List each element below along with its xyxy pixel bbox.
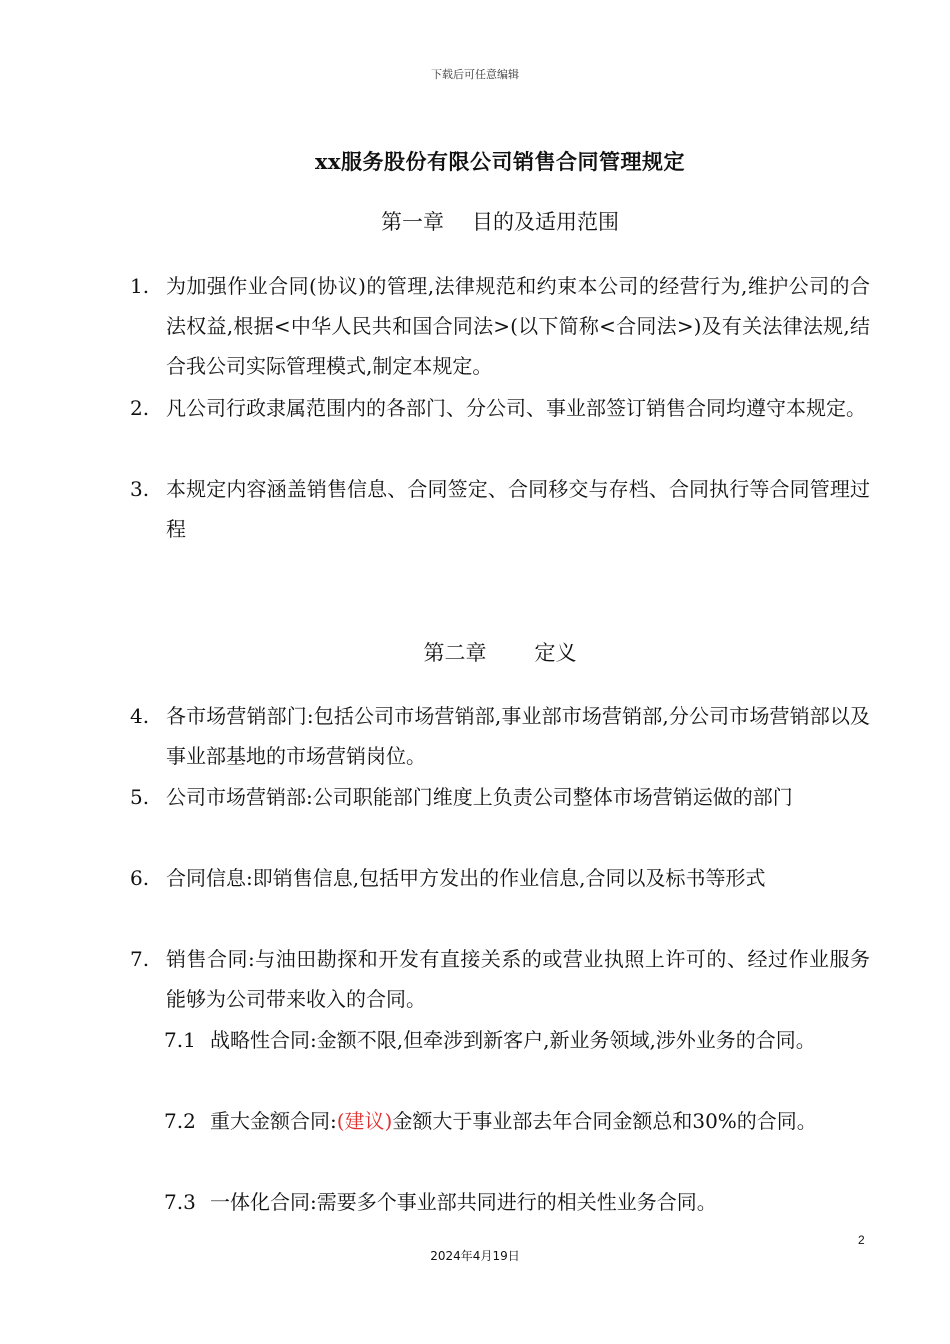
- document-title: xx服务股份有限公司销售合同管理规定: [314, 149, 686, 174]
- list-item-4: [130, 696, 870, 776]
- suggestion-mark: (建议): [336, 1109, 393, 1133]
- chapter-1-heading: [0, 206, 950, 236]
- list-item-2: [130, 388, 870, 428]
- list-item-number: 4.: [130, 704, 150, 728]
- chapter-2-name: 定义: [534, 641, 577, 665]
- list-item-number: 6.: [130, 866, 150, 890]
- list-item-number: 1.: [130, 274, 150, 298]
- list-item-text: 为加强作业合同(协议)的管理,法律规范和约束本公司的经营行为,维护公司的合法权益,根据<中华人民共和国合同法>(以下简称<合同法>)及有关法律法规,结合我公司实际管理模式,制定本规定。: [166, 274, 870, 378]
- sub-item-text: 战略性合同:金额不限,但牵涉到新客户,新业务领域,涉外业务的合同。: [210, 1028, 816, 1052]
- sub-item-7-3: [164, 1182, 870, 1222]
- sub-item-number: 7.1: [164, 1028, 196, 1052]
- sub-item-text: [210, 1101, 870, 1141]
- list-item-3: [130, 469, 870, 549]
- list-item-number: 3.: [130, 477, 150, 501]
- list-item-6: [130, 858, 870, 898]
- list-item-number: 5.: [130, 785, 150, 809]
- list-item-text: 合同信息:即销售信息,包括甲方发出的作业信息,合同以及标书等形式: [166, 866, 766, 890]
- sub-item-text-suffix: 金额大于事业部去年合同金额总和30%的合同。: [392, 1109, 817, 1133]
- sub-item-text-prefix: 重大金额合同:: [210, 1109, 337, 1133]
- list-item-5: [130, 777, 870, 817]
- chapter-2-heading: [0, 637, 950, 667]
- sub-item-text: 一体化合同:需要多个事业部共同进行的相关性业务合同。: [210, 1190, 717, 1214]
- sub-item-number: 7.3: [164, 1190, 196, 1214]
- list-item-text: 公司市场营销部:公司职能部门维度上负责公司整体市场营销运做的部门: [166, 785, 793, 809]
- list-item-7: [130, 939, 870, 1019]
- list-item-text: 凡公司行政隶属范围内的各部门、分公司、事业部签订销售合同均遵守本规定。: [166, 396, 866, 420]
- sub-item-7-1: [164, 1020, 870, 1060]
- list-item-number: 7.: [130, 947, 150, 971]
- list-item-text: 销售合同:与油田勘探和开发有直接关系的或营业执照上许可的、经过作业服务能够为公司带来收入的合同。: [166, 947, 870, 1011]
- list-item-number: 2.: [130, 396, 150, 420]
- header-note: 下载后可任意编辑: [431, 68, 519, 81]
- sub-item-number: 7.2: [164, 1109, 196, 1133]
- chapter-1-label: 第一章: [381, 210, 444, 234]
- chapter-2-label: 第二章: [423, 641, 487, 665]
- footer-date: 2024年4月19日: [430, 1249, 520, 1263]
- sub-item-7-2: [164, 1101, 870, 1141]
- list-item-text: 各市场营销部门:包括公司市场营销部,事业部市场营销部,分公司市场营销部以及事业部基地的市场营销岗位。: [166, 704, 870, 768]
- page-number: 2: [858, 1233, 865, 1247]
- chapter-1-name: 目的及适用范围: [472, 210, 619, 234]
- list-item-text: 本规定内容涵盖销售信息、合同签定、合同移交与存档、合同执行等合同管理过程: [166, 477, 870, 541]
- list-item-1: [130, 266, 870, 386]
